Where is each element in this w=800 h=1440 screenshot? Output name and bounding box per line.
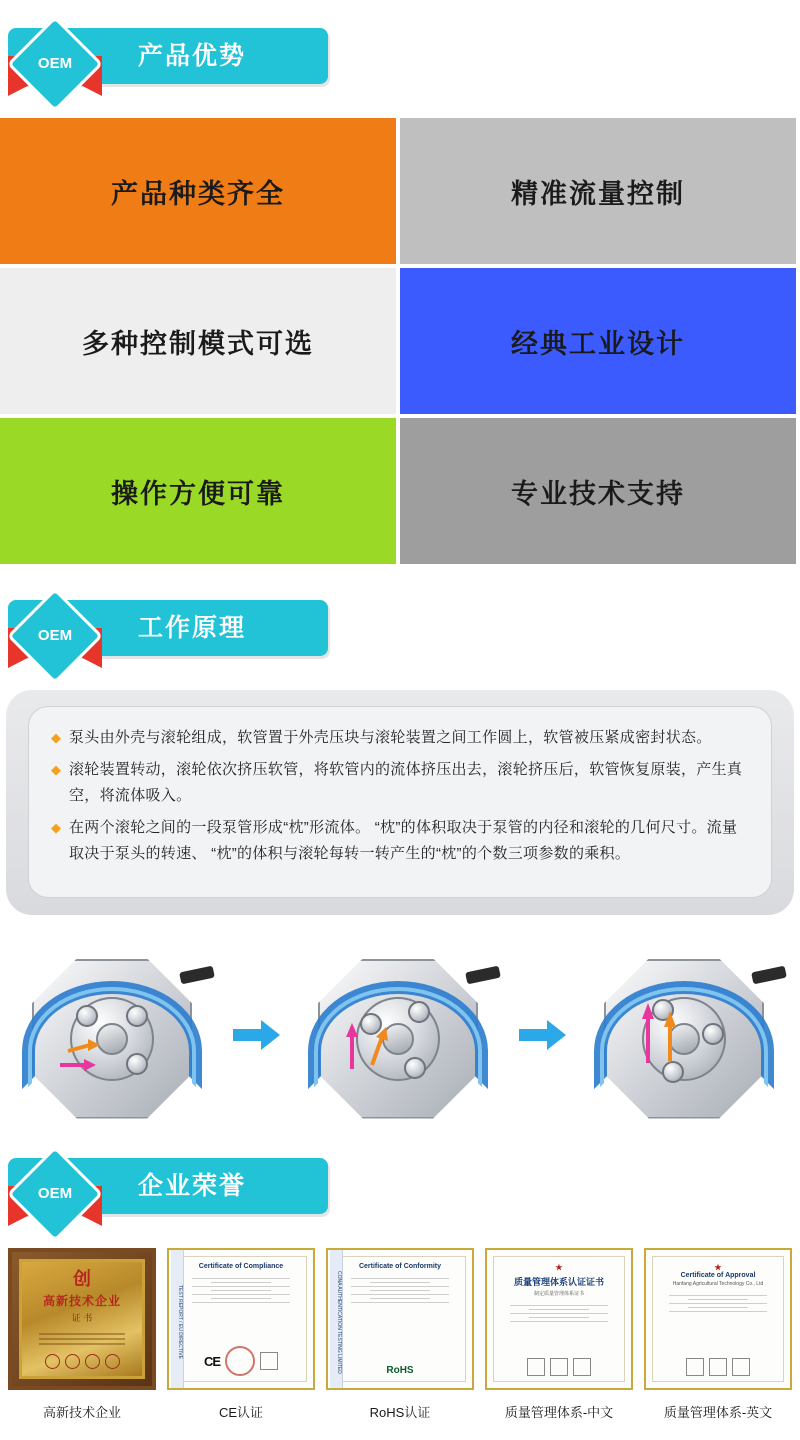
pump-handle-icon [465, 965, 501, 984]
certificate-inner [334, 1256, 466, 1382]
plaque-inner [19, 1259, 145, 1379]
certificate-image-iso-cn[interactable] [485, 1248, 633, 1390]
certificate-stamp-icon [225, 1346, 255, 1376]
accreditation-mark-icon [550, 1358, 568, 1376]
advantage-label: 多种控制模式可选 [82, 328, 314, 359]
section-title: 工作原理 [138, 614, 247, 642]
pump-stage-2-illustration [300, 943, 500, 1128]
certificate-side-ribbon: CONA AUTHENTICATION TESTING LIMITED [330, 1250, 343, 1388]
advantage-cell [0, 118, 396, 264]
advantage-label: 操作方便可靠 [111, 478, 285, 509]
certificate-title: Certificate of Conformity [358, 1263, 442, 1270]
advantage-label: 专业技术支持 [511, 478, 685, 509]
diamond-bullet-icon: ◆ [51, 762, 61, 777]
pump-roller-icon [126, 1005, 148, 1027]
certificate-text-lines [669, 1292, 768, 1315]
rohs-mark-icon: RoHS [386, 1365, 414, 1376]
ribbon-badge-label: OEM [37, 55, 73, 72]
honor-item[interactable] [167, 1248, 315, 1421]
pump-stage-3-illustration [586, 943, 786, 1128]
advantage-cell [400, 268, 796, 414]
certificate-inner [493, 1256, 625, 1382]
principle-bullet-item [51, 757, 749, 809]
ribbon-badge-icon [8, 1150, 102, 1226]
principle-bullet-item [51, 725, 749, 751]
plaque-logo: 创 [73, 1268, 91, 1289]
section-header-advantages [0, 0, 800, 72]
certificate-title: 质量管理体系认证证书 [513, 1277, 604, 1287]
certificate-title: Certificate of Approval [680, 1272, 756, 1279]
certificate-badges [204, 1346, 278, 1376]
certificate-title: Certificate of Compliance [198, 1263, 284, 1270]
honor-item[interactable] [326, 1248, 474, 1421]
diamond-bullet-icon: ◆ [51, 820, 61, 835]
advantage-cell [0, 418, 396, 564]
certificate-image-rohs[interactable] [326, 1248, 474, 1390]
pump-roller-icon [702, 1023, 724, 1045]
certificate-badges [527, 1358, 591, 1376]
ribbon-badge-label: OEM [37, 627, 73, 644]
advantage-label: 经典工业设计 [511, 328, 685, 359]
honor-caption: 质量管理体系-中文 [504, 1405, 614, 1420]
principle-bullet-text: 滚轮装置转动，滚轮依次挤压软管，将软管内的流体挤压出去，滚轮挤压后，软管恢复原装，产生真空，将流体吸入。 [69, 761, 743, 804]
certificate-image-plaque[interactable] [8, 1248, 156, 1390]
principle-inner-panel [28, 706, 772, 898]
honor-caption: 高新技术企业 [42, 1405, 121, 1420]
step-arrow-icon [233, 1018, 281, 1052]
ribbon-badge-icon [8, 592, 102, 668]
honor-caption: CE认证 [218, 1405, 264, 1420]
diamond-bullet-icon: ◆ [51, 730, 61, 745]
advantage-cell [400, 418, 796, 564]
advantage-cell [0, 268, 396, 414]
honor-item[interactable] [485, 1248, 633, 1421]
pump-handle-icon [179, 965, 215, 984]
pump-handle-icon [751, 965, 787, 984]
accreditation-mark-icon [527, 1358, 545, 1376]
section-title: 产品优势 [138, 42, 247, 70]
pump-roller-icon [126, 1053, 148, 1075]
accreditation-mark-icon [686, 1358, 704, 1376]
advantage-label: 产品种类齐全 [111, 178, 285, 209]
section-header-honors [0, 1130, 800, 1202]
principle-bullet-text: 泵头由外壳与滚轮组成，软管置于外壳压块与滚轮装置之间工作圆上，软管被压紧成密封状态。 [69, 729, 712, 746]
certificate-badges [686, 1358, 750, 1376]
certificate-text-lines [351, 1275, 450, 1306]
honor-caption: 质量管理体系-英文 [663, 1405, 773, 1420]
accreditation-mark-icon [732, 1358, 750, 1376]
section-title: 企业荣誉 [138, 1172, 247, 1200]
pump-flow-arrows-icon [54, 1039, 114, 1079]
plaque-title: 高新技术企业 [42, 1293, 121, 1308]
plaque-text-lines [39, 1330, 125, 1348]
certificate-subtitle: Hanfang Agricultural Technology Co., Ltd [672, 1281, 764, 1287]
principle-bullet-item [51, 815, 749, 867]
certificate-emblem-icon: ★ [714, 1263, 722, 1272]
honor-caption: RoHS认证 [369, 1405, 431, 1420]
section-header-principle [0, 572, 800, 644]
ribbon-badge-icon [8, 20, 102, 96]
plaque-seals-icon [45, 1354, 120, 1369]
certificate-inner [652, 1256, 784, 1382]
pump-stage-1-illustration [14, 943, 214, 1128]
accreditation-mark-icon [573, 1358, 591, 1376]
pump-flow-arrows-icon [636, 999, 696, 1069]
ribbon-badge-label: OEM [37, 1185, 73, 1202]
plaque-subtitle: 证 书 [71, 1312, 93, 1323]
certificate-image-ce[interactable] [167, 1248, 315, 1390]
advantages-grid [0, 118, 800, 568]
certificate-square-icon [260, 1352, 278, 1370]
certificate-text-lines [192, 1275, 291, 1306]
certificate-subtitle: 制定质量管理体系证书 [533, 1291, 584, 1297]
pump-roller-icon [76, 1005, 98, 1027]
advantage-cell [400, 118, 796, 264]
pump-roller-icon [404, 1057, 426, 1079]
honor-item[interactable] [8, 1248, 156, 1421]
pump-diagram-row [0, 935, 800, 1135]
pump-flow-arrows-icon [342, 1015, 402, 1075]
principle-bullet-text: 在两个滚轮之间的一段泵管形成“枕”形流体。 “枕”的体积取决于泵管的内径和滚轮的几何尺寸。流量取决于泵头的转速、 “枕”的体积与滚轮每转一转产生的“枕”的个数三项参数的乘积。 [69, 819, 738, 862]
ce-mark-icon: CE [203, 1353, 221, 1369]
principle-panel [6, 690, 794, 915]
honor-item[interactable] [644, 1248, 792, 1421]
honors-row [0, 1248, 800, 1421]
accreditation-mark-icon [709, 1358, 727, 1376]
step-arrow-icon [519, 1018, 567, 1052]
certificate-side-ribbon: TEST REPORT / EU DIRECTIVE [171, 1250, 184, 1388]
pump-roller-icon [408, 1001, 430, 1023]
certificate-emblem-icon: ★ [555, 1263, 563, 1272]
certificate-badges [386, 1365, 413, 1376]
certificate-text-lines [510, 1302, 609, 1325]
certificate-inner [175, 1256, 307, 1382]
advantage-label: 精准流量控制 [511, 178, 685, 209]
certificate-image-iso-en[interactable] [644, 1248, 792, 1390]
